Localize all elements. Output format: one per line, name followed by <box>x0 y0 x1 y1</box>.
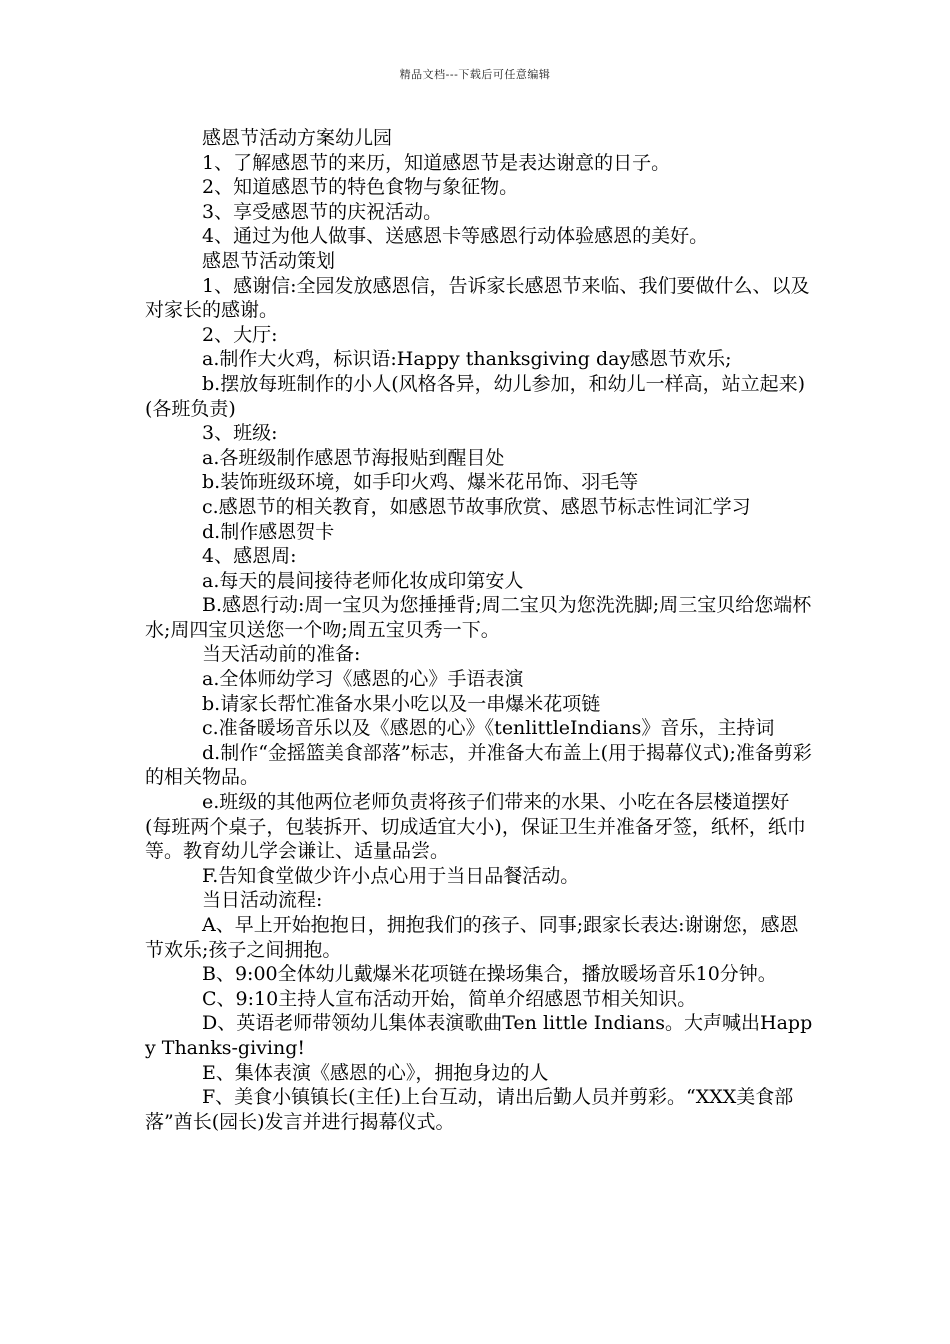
paragraph: F、美食小镇镇长(主任)上台互动，请出后勤人员并剪彩。“XXX美食部落”酋长(园长)发言并进行揭幕仪式。 <box>145 1086 794 1133</box>
paragraph: d.制作感恩贺卡 <box>202 520 335 543</box>
paragraph: B.感恩行动:周一宝贝为您捶捶背;周二宝贝为您洗洗脚;周三宝贝给您端杯水;周四宝贝送您一个吻;周五宝贝秀一下。 <box>145 594 812 641</box>
paragraph: 2、大厅: <box>202 323 278 346</box>
doc-title: 感恩节活动方案幼儿园 <box>202 127 393 149</box>
paragraph: b.摆放每班制作的小人(风格各异，幼儿参加，和幼儿一样高，站立起来)(各班负责) <box>145 372 806 420</box>
document-body <box>145 126 815 1134</box>
page-header: 精品文档---下载后可任意编辑 <box>399 68 551 81</box>
paragraph: e.班级的其他两位老师负责将孩子们带来的水果、小吃在各层楼道摆好(每班两个桌子，包装拆开、切成适宜大小)，保证卫生并准备牙签，纸杯，纸巾等。教育幼儿学会谦让、适量品尝。 <box>145 791 806 863</box>
paragraph: 2、知道感恩节的特色食物与象征物。 <box>202 176 519 199</box>
paragraph: 4、感恩周: <box>202 545 297 568</box>
section-heading: 感恩节活动策划 <box>202 249 336 272</box>
paragraph: a.每天的晨间接待老师化妆成印第安人 <box>202 569 524 592</box>
paragraph: 1、感谢信:全园发放感恩信，告诉家长感恩节来临、我们要做什么、以及对家长的感谢。 <box>145 274 810 322</box>
paragraph: F.告知食堂做少许小点心用于当日品餐活动。 <box>202 864 580 887</box>
paragraph: a.全体师幼学习《感恩的心》手语表演 <box>202 668 524 691</box>
paragraph: 4、通过为他人做事、送感恩卡等感恩行动体验感恩的美好。 <box>202 225 709 248</box>
paragraph: C、9:10主持人宣布活动开始，简单介绍感恩节相关知识。 <box>202 987 697 1010</box>
paragraph: 1、了解感恩节的来历，知道感恩节是表达谢意的日子。 <box>202 151 671 174</box>
section-heading: 当日活动流程: <box>202 889 323 912</box>
paragraph: a.制作大火鸡，标识语:Happy thanksgiving day感恩节欢乐; <box>202 348 732 371</box>
paragraph: D、英语老师带领幼儿集体表演歌曲Ten little Indians。大声喊出Happy Thanks-giving! <box>145 1012 813 1059</box>
paragraph: b.请家长帮忙准备水果小吃以及一串爆米花项链 <box>202 692 601 715</box>
paragraph: 3、享受感恩节的庆祝活动。 <box>202 200 443 223</box>
paragraph: A、早上开始抱抱日，拥抱我们的孩子、同事;跟家长表达:谢谢您，感恩节欢乐;孩子之间拥抱。 <box>145 914 799 961</box>
paragraph: b.装饰班级环境，如手印火鸡、爆米花吊饰、羽毛等 <box>202 471 639 494</box>
paragraph: d.制作“金摇篮美食部落”标志，并准备大布盖上(用于揭幕仪式);准备剪彩的相关物品。 <box>145 741 812 789</box>
paragraph: c.准备暖场音乐以及《感恩的心》《tenlittleIndians》音乐，主持词 <box>202 717 775 740</box>
paragraph: a.各班级制作感恩节海报贴到醒目处 <box>202 446 505 469</box>
paragraph: B、9:00全体幼儿戴爆米花项链在操场集合，播放暖场音乐10分钟。 <box>202 963 777 986</box>
paragraph: c.感恩节的相关教育，如感恩节故事欣赏、感恩节标志性词汇学习 <box>202 495 751 518</box>
section-heading: 当天活动前的准备: <box>202 643 361 666</box>
paragraph: 3、班级: <box>202 422 278 445</box>
paragraph: E、集体表演《感恩的心》，拥抱身边的人 <box>202 1061 549 1084</box>
